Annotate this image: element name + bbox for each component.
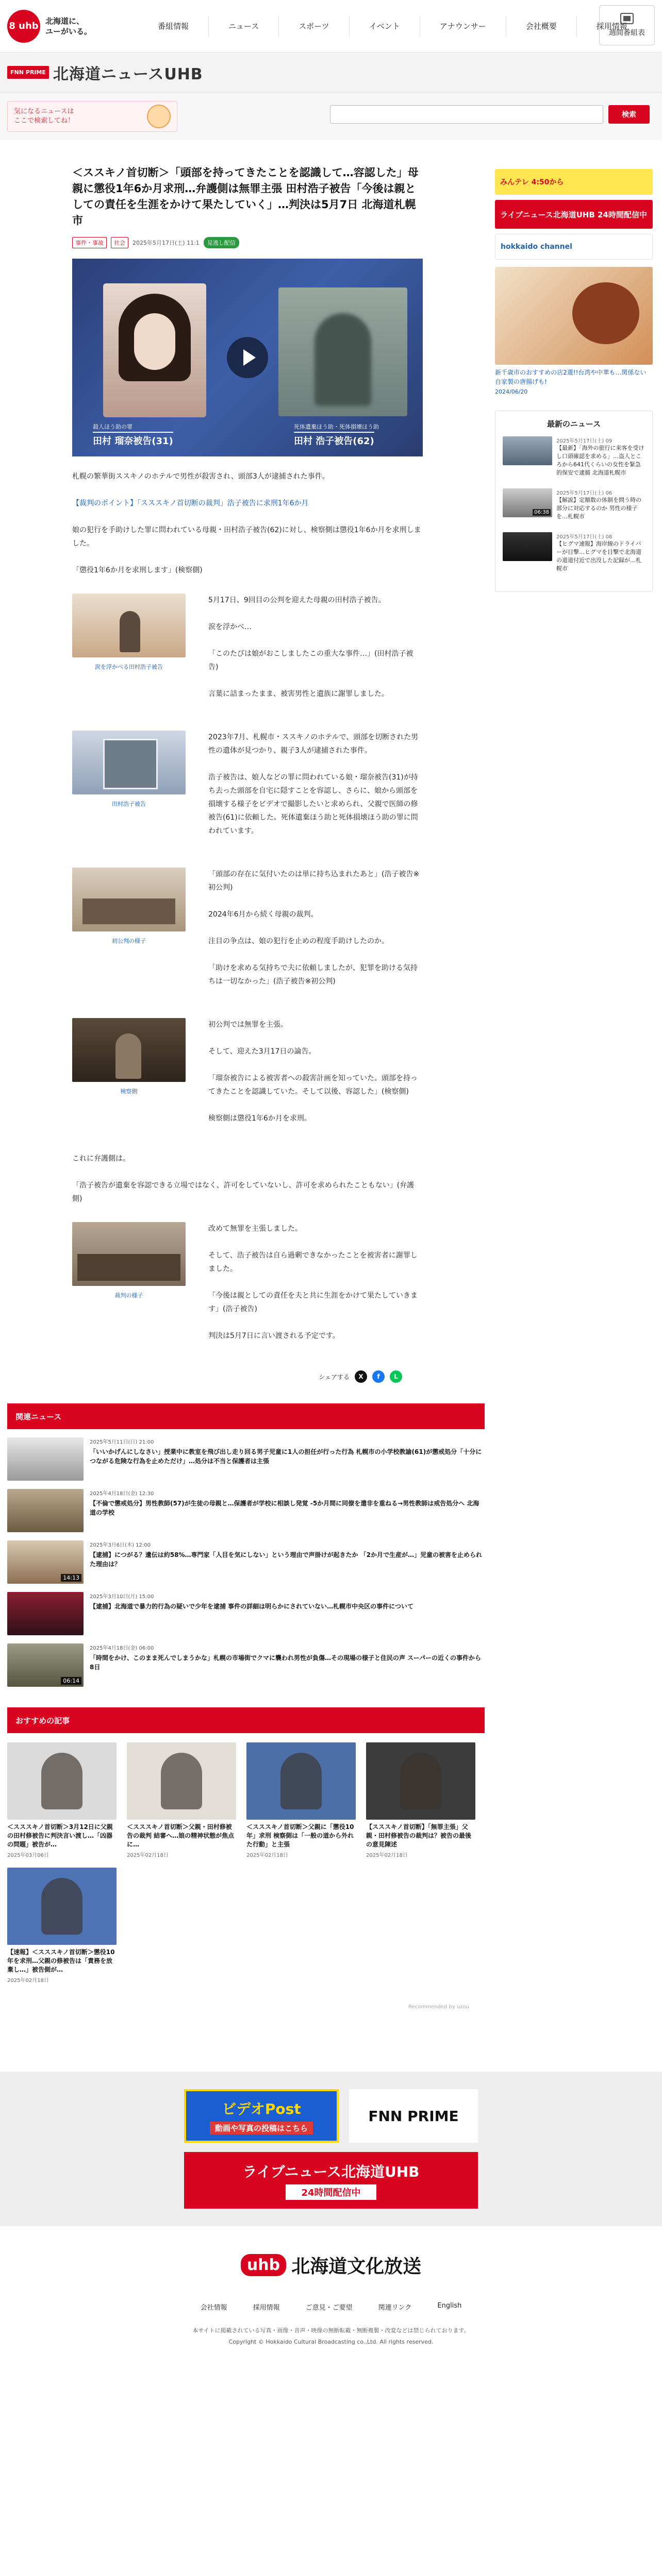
recommended-image: [127, 1742, 236, 1820]
feature-date: 2024/06/20: [495, 388, 528, 395]
news-brand[interactable]: 北海道ニュースUHB: [53, 65, 203, 83]
live-news-banner[interactable]: ライブニュース北海道UHB 24時間配信中: [495, 200, 653, 229]
latest-thumb: [503, 488, 552, 517]
hero-caption-1: 殺人ほう助の罪: [93, 423, 133, 430]
defendant-photo-1: [103, 283, 206, 417]
mascot-icon: [147, 105, 171, 128]
uhb-mark: uhb: [241, 2254, 286, 2276]
play-icon[interactable]: [227, 337, 268, 378]
nav-item-sports[interactable]: スポーツ: [278, 16, 349, 37]
article-photo[interactable]: [72, 868, 186, 931]
related-date: 2025年4月18日(金) 12:30: [90, 1491, 154, 1497]
search-input[interactable]: [330, 105, 603, 124]
article-paragraph: これに弁護側は。: [72, 1155, 130, 1163]
nav-item-programs[interactable]: 番組情報: [158, 21, 189, 31]
article-paragraph: 浩子被告は、娘人などの罪に問われている娘・瑠奈被告(31)が持ち去った頭部を自宅に隠すことを容認し、さらに、娘から頭部を損壊する様子をビデオで撮影したいと求められ、父親で医師の修被告(61)に依頼した。死体遺棄ほう助と死体損壊ほう助の罪に問われています。: [208, 773, 418, 835]
line-share-icon[interactable]: L: [390, 1370, 402, 1383]
x-share-icon[interactable]: X: [355, 1370, 367, 1383]
uhb-logo[interactable]: 8 uhb: [7, 10, 40, 43]
article-paragraph: 「助けを求める気持ちで夫に依頼しましたが、犯罪を助ける気持ちは一切なかった」(浩子被告※初公判): [208, 964, 418, 986]
related-news: [0, 1403, 485, 2010]
related-news-title: 関連ニュース: [7, 1403, 485, 1429]
article-paragraph: そして、浩子被告は自ら過剰できなかったことを被害者に謝罪しました。: [208, 1251, 418, 1273]
article-paragraph: 注目の争点は、娘の犯行を止めの程度手助けしたのか。: [208, 937, 389, 945]
article-paragraph: 「このたびは娘がおこしましたこの重大な事件…」(田村浩子被告): [208, 650, 413, 671]
related-thumb: [7, 1489, 84, 1532]
related-title: 【逮捕】につがる？遺伝は約58%…専門家「人目を気にしない」という理由で声掛けが起きたか 「2か月で生産が…」児童の被害を止められた理由は？: [90, 1551, 483, 1568]
hero-name-2: 田村 浩子被告(62): [294, 432, 374, 447]
article-paragraph: 「懲役1年6か月を求刑します」(検察側): [72, 566, 203, 574]
article-paragraph: 判決は5月7日に言い渡される予定です。: [208, 1332, 340, 1340]
related-item[interactable]: [7, 1540, 485, 1584]
related-item[interactable]: [7, 1643, 485, 1687]
recommended-card[interactable]: [127, 1742, 236, 1858]
article-paragraph: 「頭部の存在に気付いたのは単に持ち込まれたあと」(浩子被告※初公判): [208, 870, 420, 892]
global-nav: [138, 0, 647, 53]
recommended-image: [366, 1742, 475, 1820]
fnn-prime-banner[interactable]: FNN PRIME: [349, 2089, 478, 2143]
article-section: [72, 1018, 423, 1139]
related-thumb: [7, 1643, 84, 1687]
article-section: [72, 1222, 423, 1356]
content-wrap: [0, 140, 662, 1383]
recommended-card-title: 【スススキノ首切断】「無罪主張」父親・田村修被告の裁判は？被告の最後の意見陳述: [366, 1823, 472, 1848]
photo-caption[interactable]: 涙を浮かべる田村浩子被告: [95, 664, 163, 670]
latest-news-box: [495, 411, 653, 592]
schedule-icon: [620, 13, 634, 24]
latest-news-item[interactable]: [503, 436, 645, 477]
related-date: 2025年5月11日(日) 21:00: [90, 1439, 154, 1445]
related-item[interactable]: [7, 1437, 485, 1481]
facebook-share-icon[interactable]: f: [372, 1370, 385, 1383]
feature-image[interactable]: [495, 267, 653, 365]
recommended-card[interactable]: [7, 1868, 117, 1984]
video-post-sub: 動画や写真の投稿はこちら: [210, 2122, 313, 2134]
live-news-sub: 24時間配信中: [286, 2184, 376, 2200]
article-paragraph: 2023年7月、札幌市・ススキノのホテルで、頭部を切断された男性の遺体が見つかり、親子3人が逮捕された事件。: [208, 733, 419, 755]
footer-banners: [0, 2072, 662, 2226]
weekly-schedule-button[interactable]: [599, 5, 655, 45]
nav-item-company[interactable]: 会社概要: [506, 16, 576, 37]
search-promo: [7, 101, 177, 132]
minteru-banner[interactable]: みんテレ 4:50から: [495, 169, 653, 195]
recommended-card[interactable]: [7, 1742, 117, 1858]
related-date: 2025年4月18日(金) 06:00: [90, 1646, 154, 1651]
article-main: [0, 140, 423, 1383]
recommended-card-title: ＜スススキノ首切断＞父親・田村修被告の裁判 結審へ…娘の精神状態が焦点に…: [127, 1823, 235, 1848]
site-footer: [0, 2226, 662, 2391]
footer-link-english[interactable]: English: [437, 2302, 462, 2310]
search-bar: [0, 93, 662, 140]
latest-thumb: [503, 436, 552, 465]
article-paragraph: 「今後は親としての責任を夫と共に生涯をかけて果たしていきます」(浩子被告): [208, 1292, 418, 1313]
recommended-card[interactable]: [366, 1742, 475, 1858]
related-title: 【逮捕】北海道で暴力的行為の疑いで少年を逮捕 事件の詳細は明らかにされていない…札幌市中央区の事件について: [90, 1603, 413, 1610]
recommended-card-title: ＜スススキノ首切断＞父親に「懲役10年」求刑 検察側は「一般の道から外れた行動」と主張: [246, 1823, 354, 1848]
hero-name-1: 田村 瑠奈被告(31): [93, 432, 173, 447]
live-news-footer-banner[interactable]: [184, 2152, 478, 2209]
article-photo[interactable]: [72, 1222, 186, 1286]
hero-caption-2: 死体遺棄ほう助・死体損壊ほう助: [294, 423, 379, 430]
article-paragraph: 5月17日、9回目の公判を迎えた母親の田村浩子被告。: [208, 596, 386, 604]
live-news-label: ライブニュース北海道UHB: [242, 2163, 420, 2180]
recommended-card[interactable]: [246, 1742, 356, 1858]
article-section: [72, 731, 423, 851]
footer-link-recruit[interactable]: 採用情報: [253, 2304, 280, 2312]
article-photo[interactable]: [72, 594, 186, 657]
share-label: シェアする: [319, 1373, 350, 1381]
article-meta: [72, 237, 423, 248]
latest-title: 【最新】「海外の旅行に来客を受けし口頭確認を求める」…盗人ところから641代くらいの女性を緊急的保安で逮捕 北海道札幌市: [556, 445, 644, 476]
recommend-credit[interactable]: Recommended by uzou: [408, 2004, 469, 2010]
global-header: [0, 0, 662, 53]
related-title: 「いいかげんにしなさい」授業中に教室を飛び出し走り回る男子児童に1人の担任が行った行為 札幌市の小学校教諭(61)が懲戒処分「十分につながる危険な行為を止めただけ」…処分は不当と保護者は主張: [90, 1448, 482, 1465]
latest-title: 【解説】定額数の体制を問う時の部分に対応するのか 男性の様子を…札幌市: [556, 497, 641, 520]
video-duration: 14:13: [61, 1574, 81, 1582]
article-paragraph: 娘の犯行を手助けした罪に問われている母親・田村浩子被告(62)に対し、検察側は懲役1年6か月を求刑しました。: [72, 526, 421, 548]
article-paragraph: 初公判では無罪を主張。: [208, 1021, 288, 1029]
photo-caption[interactable]: 検察側: [120, 1088, 138, 1095]
related-thumb: [7, 1592, 84, 1635]
recommended-date: 2025年02月18日: [7, 1978, 49, 1984]
defendant-photo-2: [278, 287, 407, 416]
article-date: 2025年5月17日(土) 11:1: [133, 240, 200, 246]
recommended-date: 2025年02月18日: [127, 1853, 169, 1858]
latest-thumb: [503, 532, 552, 561]
related-title: 「時間をかけ、このまま死んでしまうかな」札幌の市場街でクマに襲われ男性が負傷…その現場の様子と住民の声 スーパーの近くの事件から8日: [90, 1654, 481, 1671]
tag-society[interactable]: 社会: [111, 237, 128, 248]
latest-date: 2025年5月17日(土) 09: [556, 438, 613, 444]
uhb-name: 北海道文化放送: [291, 2256, 422, 2277]
search-button[interactable]: 検索: [608, 105, 650, 124]
search-promo-text: 気になるニュースは ここで検索してね！: [14, 108, 75, 125]
recommended-image: [7, 1868, 117, 1945]
article-paragraph: 「浩子被告が遺棄を容認できる立場ではなく、許可をしていないし、許可を求められたこともない」(弁護側): [72, 1181, 415, 1203]
tag-incident[interactable]: 事件・事故: [72, 237, 107, 248]
footer-note: 本サイトに掲載されている写真・画像・音声・映像の無断転載・無断複製・改変などは禁じられております。: [192, 2327, 470, 2334]
live-badge[interactable]: 見逃し配信: [204, 237, 239, 248]
article-photo[interactable]: [72, 731, 186, 794]
related-thumb: [7, 1540, 84, 1584]
share-bar: [72, 1370, 423, 1383]
hero-video[interactable]: [72, 259, 423, 456]
article-section: [72, 594, 423, 714]
photo-caption[interactable]: 初公判の様子: [112, 938, 146, 944]
recommended-title: おすすめの記事: [7, 1707, 485, 1733]
related-thumb: [7, 1437, 84, 1481]
article-title: ＜ススキノ首切断＞「頭部を持ってきたことを認識して…容認した」母親に懲役1年6か月求刑…弁護側は無罪主張 田村浩子被告「今後は親としての責任を生涯をかけて果たしていく」…判決は5月7日 北海道札幌市: [72, 166, 419, 227]
photo-caption[interactable]: 田村浩子被告: [112, 801, 146, 807]
video-duration: 06:14: [61, 1677, 81, 1685]
latest-news-title: 最新のニュース: [547, 419, 601, 429]
article-section: [72, 868, 423, 1002]
video-post-banner[interactable]: [184, 2089, 339, 2143]
nav-item-news[interactable]: ニュース: [208, 16, 278, 37]
article-paragraph: そして、迎えた3月17日の論告。: [208, 1047, 316, 1056]
video-post-label: ビデオPost: [222, 2100, 301, 2117]
related-date: 2025年3月6日(木) 12:00: [90, 1543, 151, 1548]
latest-date: 2025年5月17日(土) 08: [556, 534, 613, 540]
related-link[interactable]: 【裁判のポイント】「スススキノ首切断の裁判」浩子被告に求刑1年6か月: [72, 499, 309, 507]
article-paragraph: 2024年6月から続く母親の裁判。: [208, 910, 318, 919]
copyright: Copyright © Hokkaido Cultural Broadcasting co.,Ltd. All rights reserved.: [228, 2338, 434, 2345]
hokkaido-channel-banner[interactable]: hokkaido channel: [495, 234, 653, 260]
related-item[interactable]: [7, 1489, 485, 1532]
nav-item-recruit[interactable]: 採用情報: [576, 16, 647, 37]
footer-link-feedback[interactable]: ご意見・ご要望: [305, 2304, 353, 2312]
news-subheader: [0, 53, 662, 93]
footer-link-related[interactable]: 関連リンク: [378, 2304, 412, 2312]
article-paragraph: 検察側は懲役1年6か月を求刑。: [208, 1114, 311, 1123]
article-paragraph: 改めて無罪を主張しました。: [208, 1225, 302, 1233]
footer-logo[interactable]: [241, 2252, 421, 2278]
photo-caption[interactable]: 裁判の様子: [114, 1292, 143, 1299]
fnn-badge[interactable]: FNN PRIME: [7, 66, 49, 79]
feature-title[interactable]: 新千歳市のおすすめの店2選!!台湾や中華も…関係ない 自家製の唐揚げも!: [495, 369, 647, 385]
recommended-card-title: 【速報】＜スススキノ首切断＞懲役10年を求刑…父親の修被告は「責務を放棄し…」被告側が…: [7, 1948, 115, 1973]
weekly-schedule-label: 週間番組表: [609, 29, 645, 37]
recommended-image: [246, 1742, 356, 1820]
latest-news-item[interactable]: [503, 532, 645, 573]
recommended-date: 2025年02月18日: [366, 1853, 408, 1858]
latest-title: 【ヒグマ速報】海岸線のドライバーが目撃…ヒグマを目撃で北海道の道道付近で出没した記録が…札幌市: [556, 540, 641, 572]
footer-link-company[interactable]: 会社情報: [200, 2304, 227, 2312]
recommended-date: 2025年02月18日: [246, 1853, 288, 1858]
related-date: 2025年3月10日(月) 15:00: [90, 1594, 154, 1600]
article-photo[interactable]: [72, 1018, 186, 1082]
article-paragraph: 「瑠奈被告による被害者への殺害計画を知っていた。頭部を持ってきたことを認識していた。そして以後、容認した」(検察側): [208, 1074, 418, 1096]
tagline: 北海道に、 ユーがいる。: [45, 16, 92, 36]
related-item[interactable]: [7, 1592, 485, 1635]
nav-item-announcers[interactable]: アナウンサー: [420, 16, 506, 37]
recommended-image: [7, 1742, 117, 1820]
footer-links: [0, 2302, 662, 2312]
article-lead: 札幌の繁華街ススキノのホテルで男性が殺害され、頭部3人が逮捕された事件。: [72, 472, 329, 481]
recommended-date: 2025年03月06日: [7, 1853, 49, 1858]
latest-date: 2025年5月17日(土) 06: [556, 490, 613, 496]
nav-item-events[interactable]: イベント: [349, 16, 420, 37]
article-paragraph: 言葉に詰まったまま、被害男性と遺族に謝罪しました。: [208, 690, 389, 698]
recommended-grid: [7, 1742, 485, 1984]
latest-news-item[interactable]: [503, 488, 645, 521]
article-paragraph: 涙を浮かべ…: [208, 623, 252, 631]
related-title: 【不倫で懲戒処分】男性教師(57)が生徒の母親と…保護者が学校に相談し発覚 -5か月間に同僚を遣非を重ねる→男性教師は戒告処分へ 北海道の学校: [90, 1500, 479, 1516]
recommended-card-title: ＜スススキノ首切断＞3月12日に父親の田村修被告に判決言い渡し…「凶器の問題」被告が…: [7, 1823, 113, 1848]
sidebar: [495, 140, 660, 1383]
video-duration: 06:38: [533, 509, 551, 516]
